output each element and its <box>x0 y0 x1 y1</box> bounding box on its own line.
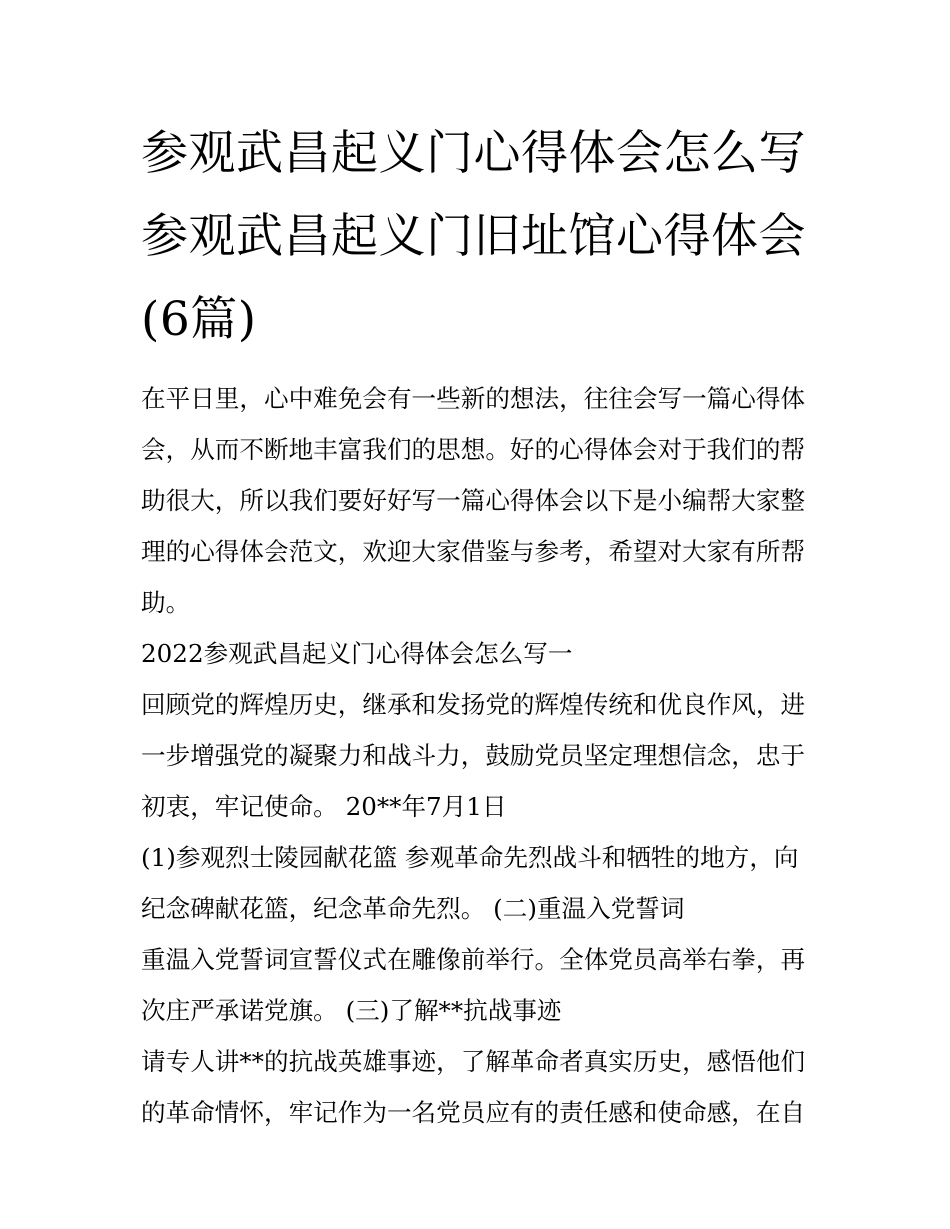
intro-paragraph: 在平日里，心中难免会有一些新的想法，往往会写一篇心得体会，从而不断地丰富我们的思想。好的心得体会对于我们的帮助很大，所以我们要好好写一篇心得体会以下是小编帮大家整理的心得体会范文，欢迎大家借鉴与参考，希望对大家有所帮助。 <box>141 384 806 617</box>
body-paragraph: 回顾党的辉煌历史，继承和发扬党的辉煌传统和优良作风，进一步增强党的凝聚力和战斗力，鼓励党员坚定理想信念，忠于初衷，牢记使命。 20**年7月1日 <box>141 690 806 821</box>
body-paragraph: 请专人讲**的抗战英雄事迹，了解革命者真实历史，感悟他们的革命情怀，牢记作为一名党员应有的责任感和使命感，在自 <box>141 1047 806 1127</box>
body-paragraph: (1)参观烈士陵园献花篮 参观革命先烈战斗和牺牲的地方，向纪念碑献花篮，纪念革命先烈。 (二)重温入党誓词 <box>141 843 799 923</box>
body-paragraph: 重温入党誓词宣誓仪式在雕像前举行。全体党员高举右拳，再次庄严承诺党旗。 (三)了解**抗战事迹 <box>141 945 806 1025</box>
document-title: 参观武昌起义门心得体会怎么写 参观武昌起义门旧址馆心得体会(6篇) <box>141 126 806 347</box>
section-heading: 2022参观武昌起义门心得体会怎么写一 <box>141 639 573 668</box>
document-page <box>141 112 813 1138</box>
